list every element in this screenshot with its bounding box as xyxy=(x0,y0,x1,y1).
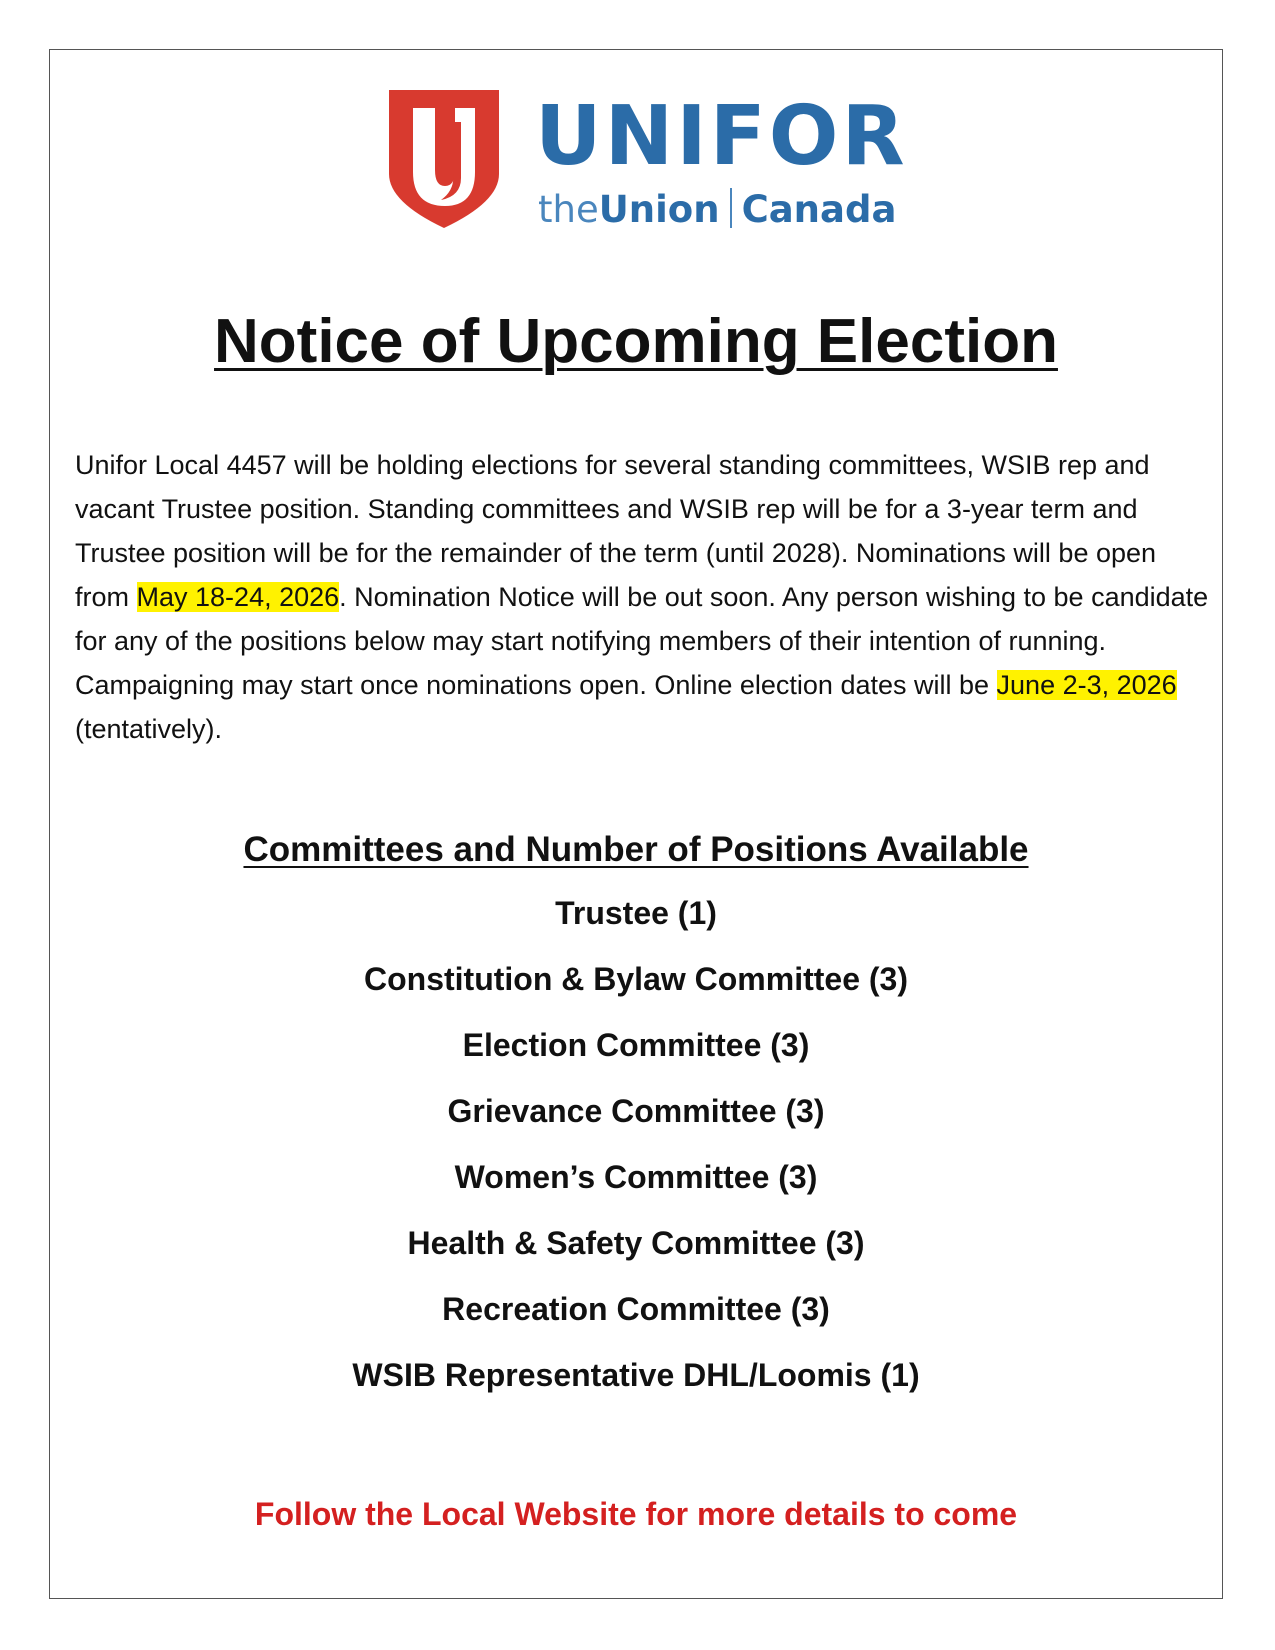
logo-tagline xyxy=(538,188,897,231)
tagline-prefix: the xyxy=(538,188,599,231)
nomination-dates-highlight: May 18-24, 2026 xyxy=(136,582,340,612)
position-item: Women’s Committee (3) xyxy=(454,1159,818,1195)
positions-list xyxy=(49,893,1223,1421)
unifor-logo xyxy=(383,78,908,238)
tagline-country: Canada xyxy=(741,188,897,231)
positions-heading xyxy=(49,832,1223,867)
footer-note: Follow the Local Website for more details to come xyxy=(254,1496,1018,1532)
intro-text-1: Unifor Local 4457 will be holding elections for several standing committees, WSIB rep and vacant Trustee position. Standing committees and WSIB rep will be for a 3-year term and Trustee position will be for the remainder of the term (until 2028). Nominations will be open from xyxy=(75,450,1157,612)
page-title-text: Notice of Upcoming Election xyxy=(214,307,1058,376)
positions-heading-text: Committees and Number of Positions Available xyxy=(243,830,1029,869)
position-item: Health & Safety Committee (3) xyxy=(407,1225,865,1261)
unifor-shield-icon xyxy=(383,82,505,230)
position-item: Recreation Committee (3) xyxy=(442,1291,830,1327)
intro-text-2: . Nomination Notice will be out soon. Any person wishing to be candidate for any of the positions below may start notifying members of their intention of running. Campaigning may start once nominations open. Online election dates will be xyxy=(75,582,1209,700)
intro-paragraph xyxy=(75,443,1210,751)
tagline-divider xyxy=(730,188,732,228)
position-item: Constitution & Bylaw Committee (3) xyxy=(363,961,908,997)
logo-wordmark: UNIFOR xyxy=(535,89,908,184)
position-item: Trustee (1) xyxy=(555,895,717,931)
tagline-union: Union xyxy=(598,188,720,231)
intro-text-3: (tentatively). xyxy=(75,714,223,744)
page-title xyxy=(49,308,1223,376)
position-item: Grievance Committee (3) xyxy=(447,1093,825,1129)
position-item: Election Committee (3) xyxy=(462,1027,810,1063)
position-item: WSIB Representative DHL/Loomis (1) xyxy=(352,1357,920,1393)
election-dates-highlight: June 2-3, 2026 xyxy=(996,670,1177,700)
